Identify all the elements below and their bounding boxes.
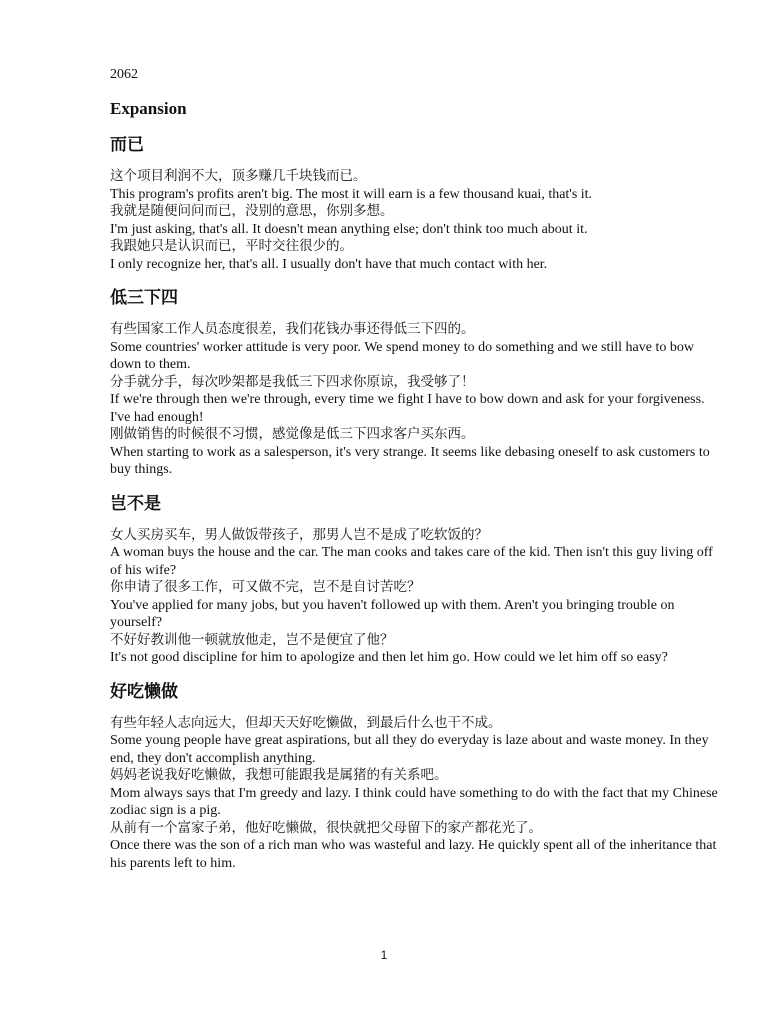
example-chinese: 妈妈老说我好吃懒做，我想可能跟我是属猪的有关系吧。	[110, 767, 448, 783]
example-english: I only recognize her, that's all. I usually don't have that much contact with her.	[110, 256, 548, 272]
example-chinese: 我跟她只是认识而已，平时交往很少的。	[110, 238, 353, 254]
example-english: Mom always says that I'm greedy and lazy. I think could have something to do with the fact that my Chinese zodiac sign is a pig.	[110, 785, 718, 818]
section-qi-bu-shi	[110, 493, 722, 667]
section-title: 岂不是	[110, 493, 161, 514]
example-english: It's not good discipline for him to apologize and then let him go. How could we let him off so easy?	[110, 650, 668, 665]
example-english: When starting to work as a salesperson, it's very strange. It seems like debasing oneself to ask customers to buy things.	[110, 444, 710, 477]
document-page	[110, 66, 722, 886]
document-code: 2062	[110, 67, 138, 82]
example-chinese: 不好好教训他一顿就放他走，岂不是便宜了他？	[110, 631, 394, 648]
example-english: If we're through then we're through, every time we fight I have to bow down and ask for your forgiveness. I've had enough!	[110, 392, 705, 425]
example-english: Once there was the son of a rich man who was wasteful and lazy. He quickly spent all of the inheritance that his parents left to him.	[110, 838, 717, 871]
section-title: 低三下四	[110, 288, 178, 308]
example-english: You've applied for many jobs, but you haven't followed up with them. Aren't you bringing trouble on yourself?	[110, 597, 675, 630]
example-english: This program's profits aren't big. The most it will earn is a few thousand kuai, that's it.	[110, 186, 593, 202]
section-title: 好吃懒做	[110, 681, 178, 702]
example-chinese: 女人买房买车，男人做饭带孩子，那男人岂不是成了吃软饭的？	[110, 526, 488, 543]
example-chinese: 我就是随便问问而已，没别的意思，你别多想。	[110, 203, 394, 219]
example-english: A woman buys the house and the car. The man cooks and takes care of the kid. Then isn't this guy living off of his wife?	[110, 545, 713, 578]
example-chinese: 刚做销售的时候很不习惯，感觉像是低三下四求客户买东西。	[110, 426, 475, 442]
example-english: Some countries' worker attitude is very poor. We spend money to do something and we still have to bow down to them.	[110, 339, 694, 372]
example-chinese: 有些年轻人志向远大，但却天天好吃懒做，到最后什么也干不成。	[110, 714, 502, 731]
section-er-yi	[110, 134, 722, 273]
example-chinese: 这个项目利润不大，顶多赚几千块钱而已。	[110, 168, 367, 184]
page-number: 1	[380, 948, 388, 962]
example-chinese: 你申请了很多工作，可又做不完，岂不是自讨苦吃？	[110, 579, 421, 595]
example-chinese: 有些国家工作人员态度很差，我们花钱办事还得低三下四的。	[110, 321, 475, 337]
example-english: I'm just asking, that's all. It doesn't mean anything else; don't think too much about it.	[110, 221, 588, 237]
example-english: Some young people have great aspirations, but all they do everyday is laze about and waste money. In they end, they don't accomplish anything.	[110, 733, 709, 766]
example-chinese: 分手就分手，每次吵架都是我低三下四求你原谅，我受够了！	[110, 373, 475, 390]
document-heading: Expansion	[110, 99, 187, 118]
section-hao-chi-lan-zuo	[110, 681, 722, 873]
section-di-san-xia-si	[110, 287, 722, 479]
example-chinese: 从前有一个富家子弟，他好吃懒做，很快就把父母留下的家产都花光了。	[110, 819, 542, 836]
section-title: 而已	[110, 135, 144, 155]
